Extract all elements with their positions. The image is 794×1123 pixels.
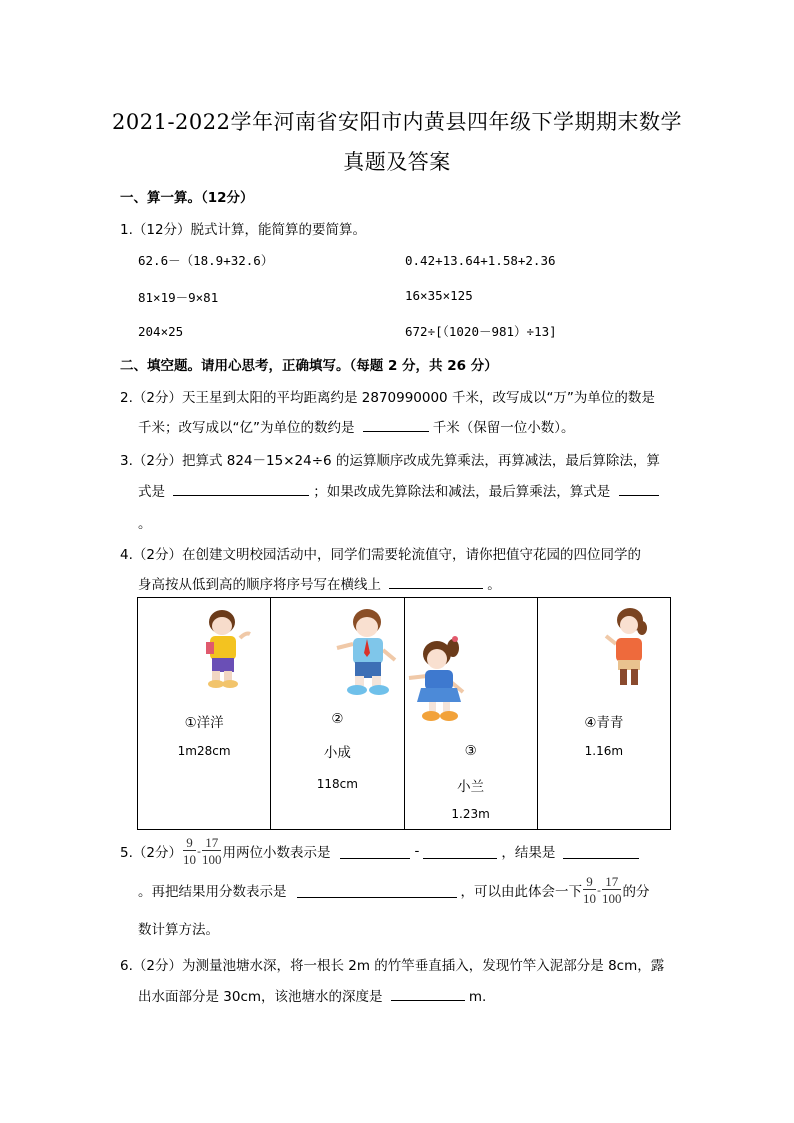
student-3-height: 1.23m <box>451 807 490 821</box>
student-3-name: 小兰 <box>457 779 485 795</box>
student-2-name: 小成 <box>323 745 351 761</box>
q5-minus-repeat: - <box>597 883 601 897</box>
document-title-line1: 2021-2022学年河南省安阳市内黄县四年级下学期期末数学 <box>112 110 682 134</box>
q5-line1 <box>120 834 643 868</box>
student-cell-1 <box>138 598 271 830</box>
boy-xiaocheng-illustration <box>333 606 399 698</box>
student-1-label: ①洋洋 <box>184 715 224 731</box>
q5-fraction-17-100-repeat: $\frac{17}{100}$ <box>601 874 622 906</box>
q1-expr-6: 672÷[（1020－981）÷13] <box>405 324 557 339</box>
q3-line2-text-a: 式是 <box>138 484 165 500</box>
q3-line3: 。 <box>138 516 152 532</box>
q5-answer-blank-2[interactable] <box>423 844 497 859</box>
document-title-line2: 真题及答案 <box>343 150 451 174</box>
q6-answer-blank[interactable] <box>391 986 465 1001</box>
q6-line1: 6.（2分）为测量池塘水深，将一根长 2m 的竹竿垂直插入，发现竹竿入泥部分是 8cm，露 <box>120 958 665 974</box>
boy-yangyang-illustration <box>200 608 260 693</box>
q5-answer-blank-3[interactable] <box>563 844 639 859</box>
section1-heading: 一、算一算。（12分） <box>120 190 254 206</box>
q4-line2 <box>138 573 501 593</box>
q5-line2-text-c: 的分 <box>622 884 650 900</box>
student-cell-3 <box>404 598 537 830</box>
q5-prefix: 5.（2分） <box>120 845 182 861</box>
student-1-height: 1m28cm <box>177 744 231 758</box>
student-4-label: ④青青 <box>584 715 624 731</box>
q2-line1: 2.（2分）天王星到太阳的平均距离约是 2870990000 千米，改写成以“万”为单位的数是 <box>120 390 655 406</box>
q5-line2-text-a: 。再把结果用分数表示是 <box>138 884 287 900</box>
q2-line2-text-a: 千米；改写成以“亿”为单位的数约是 <box>138 420 355 436</box>
girl-qingqing-illustration <box>602 606 652 696</box>
q1-expr-4: 16×35×125 <box>405 288 473 303</box>
q3-answer-blank-2[interactable] <box>619 481 659 496</box>
q3-line2 <box>138 480 663 500</box>
student-3-label: ③ <box>464 743 477 759</box>
q5-dash: - <box>414 843 420 859</box>
q5-fraction-9-10-repeat: $\frac{9}{10}$ <box>583 874 596 906</box>
q3-line2-text-b: ；如果改成先算除法和减法，最后算乘法，算式是 <box>313 484 611 500</box>
section2-heading: 二、填空题。请用心思考，正确填写。（每题 2 分，共 26 分） <box>120 358 498 374</box>
q1-expr-5: 204×25 <box>138 324 184 339</box>
q1-expr-2: 0.42+13.64+1.58+2.36 <box>405 253 556 268</box>
q5-text-a: 用两位小数表示是 <box>222 845 331 861</box>
q6-line2 <box>138 985 486 1005</box>
student-cell-4 <box>537 598 670 830</box>
q4-line2-text-a: 身高按从低到高的顺序将序号写在横线上 <box>138 577 381 593</box>
q5-fraction-9-10: $\frac{9}{10}$ <box>182 835 196 867</box>
q6-line2-text-b: m. <box>468 989 487 1005</box>
q1-stem: 1.（12分）脱式计算，能简算的要简算。 <box>120 222 367 238</box>
q2-line2-text-b: 千米（保留一位小数）。 <box>432 420 575 436</box>
q1-expr-1: 62.6－（18.9+32.6） <box>138 253 274 268</box>
student-4-height: 1.16m <box>584 744 624 758</box>
q1-expr-3: 81×19－9×81 <box>138 290 219 305</box>
student-2-height: 118cm <box>316 777 358 791</box>
q5-answer-blank-4[interactable] <box>297 883 457 898</box>
student-cell-2 <box>271 598 404 830</box>
q3-answer-blank-1[interactable] <box>173 481 309 496</box>
q2-line2 <box>138 416 575 436</box>
students-table <box>137 597 671 830</box>
q5-line2 <box>138 872 649 908</box>
q2-answer-blank[interactable] <box>363 417 429 432</box>
q5-answer-blank-1[interactable] <box>340 844 410 859</box>
q5-line3: 数计算方法。 <box>138 922 219 938</box>
q4-answer-blank[interactable] <box>389 574 483 589</box>
student-2-label: ② <box>331 711 344 727</box>
q5-line2-text-b: ，可以由此体会一下 <box>460 884 582 900</box>
q3-line1: 3.（2分）把算式 824－15×24÷6 的运算顺序改成先算乘法，再算减法，最后算除法，算 <box>120 453 660 469</box>
q4-line1: 4.（2分）在创建文明校园活动中，同学们需要轮流值守，请你把值守花园的四位同学的 <box>120 547 641 563</box>
girl-xiaolan-illustration <box>407 636 473 726</box>
q5-fraction-17-100: $\frac{17}{100}$ <box>201 835 222 867</box>
q5-minus: - <box>196 844 201 858</box>
q4-line2-text-b: 。 <box>487 577 501 593</box>
q6-line2-text-a: 出水面部分是 30cm，该池塘水的深度是 <box>138 989 383 1005</box>
q5-text-b: ，结果是 <box>501 845 556 861</box>
